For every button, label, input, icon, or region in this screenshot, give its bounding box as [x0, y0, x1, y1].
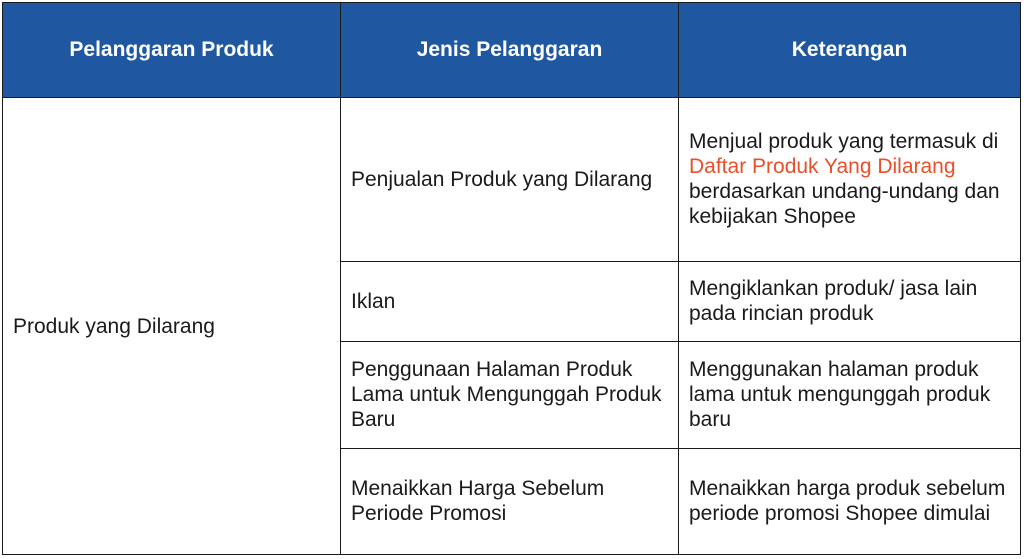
description-cell: Menggunakan halaman produk lama untuk mengunggah produk baru	[679, 342, 1021, 448]
header-pelanggaran-produk: Pelanggaran Produk	[3, 3, 341, 98]
violation-type-cell: Penjualan Produk yang Dilarang	[341, 98, 679, 262]
table-body	[3, 98, 1021, 555]
description-cell: Menaikkan harga produk sebelum periode promosi Shopee dimulai	[679, 448, 1021, 555]
table-row	[3, 98, 1021, 262]
violation-type-cell: Menaikkan Harga Sebelum Periode Promosi	[341, 448, 679, 555]
description-text: Menjual produk yang termasuk di	[689, 130, 999, 154]
description-text: berdasarkan undang-undang dan kebijakan Shopee	[689, 180, 1000, 229]
violation-type-cell: Iklan	[341, 261, 679, 341]
description-cell: Mengiklankan produk/ jasa lain pada rincian produk	[679, 261, 1021, 341]
header-jenis-pelanggaran: Jenis Pelanggaran	[341, 3, 679, 98]
violations-table	[2, 2, 1021, 555]
description-cell	[679, 98, 1021, 262]
violation-type-cell: Penggunaan Halaman Produk Lama untuk Mengunggah Produk Baru	[341, 342, 679, 448]
header-keterangan: Keterangan	[679, 3, 1021, 98]
header-row	[3, 3, 1021, 98]
table-header	[3, 3, 1021, 98]
category-cell: Produk yang Dilarang	[3, 98, 341, 555]
prohibited-products-link[interactable]: Daftar Produk Yang Dilarang	[689, 155, 956, 179]
